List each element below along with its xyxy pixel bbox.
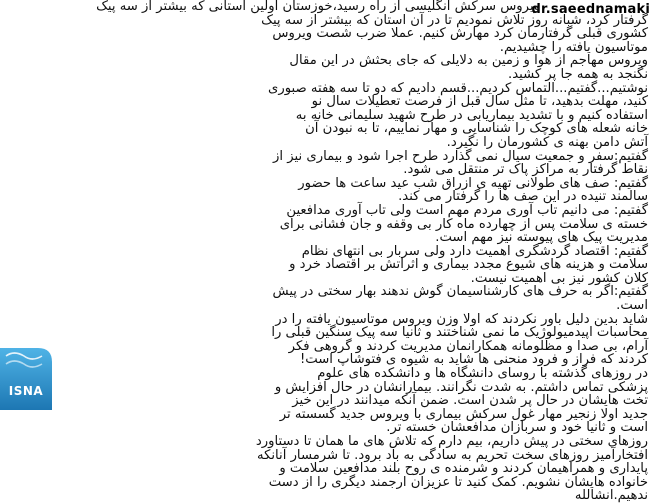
post-line: ویروس مهاجم از هوا و زمین به دلایلی که جای بحثش در این مقال bbox=[289, 53, 648, 69]
post-line: گفتیم:سفر و جمعیت سیال نمی گذارد طرح اجرا شود و بیماری نیز از bbox=[273, 148, 648, 164]
post-line: کنید، مهلت بدهید، تا مثل سال قبل از فرصت تعطیلات سال نو bbox=[311, 94, 648, 110]
post-line: نقاط گرفتار به مراکز پاک تر منتقل می شود. bbox=[403, 162, 648, 178]
post-line: خسته ی سلامت پس از چهارده ماه کار بی وقفه و جان فشانی برای bbox=[279, 216, 648, 232]
post-line: کلان کشور نیز بی اهمیت نیست. bbox=[470, 270, 648, 286]
post-line: گفتیم: می دانیم تاب آوری مردم مهم است ولی تاب آوری مدافعین bbox=[286, 202, 648, 218]
post-line: ندهیم.انشالله bbox=[574, 488, 648, 503]
post-line: تخت هایشان در حال پر شدن است. ضمن آنکه میدانند در این خیز bbox=[292, 393, 648, 409]
isna-logo-icon bbox=[0, 340, 52, 410]
post-line: روزهای سختی در پیش داریم، بیم دارم که تلاش های ما همان تا دستاورد bbox=[255, 434, 648, 449]
post-line: گفتیم: صف های طولانی تهیه ی ازراق شب عید ساعت ها حضور bbox=[298, 175, 648, 191]
isna-logo-label: ISNA bbox=[8, 384, 44, 398]
post-line: سلامت و هزینه های شیوع مجدد بیماری و اثراتش بر اقتصاد خرد و bbox=[289, 257, 648, 273]
post-line: جدید اولا زنجیر مهار غول سرکش بیماری با ویروس جدید گسسته تر bbox=[279, 406, 648, 422]
post-body bbox=[14, 0, 648, 503]
post-line: افتخارآمیز روزهای سخت تحریم به سادگی به باد برود. تا شرمسار آنانکه bbox=[257, 447, 648, 463]
post-line: مدیریت پیک های پیوسته نیز مهم است. bbox=[435, 230, 648, 246]
post-line: آتش دامن بهنه ی کشورمان را نگیرد. bbox=[446, 134, 648, 150]
post-line: نگنجد به همه جا پر کشید. bbox=[508, 66, 648, 82]
post-line: ویروس سرکش انگلیسی از راه رسید،خوزستان اولین استانی که بیشتر از سه پیک bbox=[96, 0, 540, 14]
post-line: خانواده هایشان نشویم. کمک کنید تا عزیزان ارجمند دیگری را از دست bbox=[268, 474, 648, 490]
post-line: شاید بدین دلیل باور نکردند که اولا وزن ویروس موتاسیون یافته را در bbox=[275, 311, 648, 327]
post-line: در روزهای گذشته با روسای دانشگاه ها و دانشکده های علوم bbox=[317, 366, 648, 382]
post-line: استفاده کنیم و با تشدید بیماریابی در طرح شهید سلیمانی خانه به bbox=[295, 107, 648, 123]
post-line: پزشکی تماس داشتم. به شدت نگرانند. بیمارانشان در حال افزایش و bbox=[274, 379, 648, 395]
post-line: است. bbox=[616, 298, 648, 314]
post-line: پایداری و همراهیمان کردند و شرمنده ی روح بلند مدافعین سلامت و bbox=[279, 461, 648, 477]
post-line: محاسبات اپیدمیولوژیک ما نمی شناختند و ثانیا سه پیک سنگین قبلی را bbox=[271, 325, 648, 341]
post-line: گفتیم: اقتصاد گردشگری اهمیت دارد ولی سربار بی انتهای نظام bbox=[301, 243, 648, 259]
post-line: کردند که فراز و فرود منحنی ها شاید به شیوه ی فتوشاپ است! bbox=[300, 352, 648, 368]
post-line: گرفتار کرد، شبانه روز تلاش نمودیم تا در آن استان که بیشتر از سه پیک bbox=[261, 12, 648, 28]
post-line: سالمند تنیده در این صف ها را گرفتار می کند. bbox=[398, 189, 648, 205]
post-line: کشوری قبلی گرفتارمان کرد مهارش کنیم. عملا ضرب شصت ویروس bbox=[272, 26, 648, 42]
post-line: نوشتیم...گفتیم...التماس کردیم...قسم دادیم که دو تا سه هفته صبوری bbox=[268, 80, 648, 96]
post-line: خانه شعله های کوچک را شناسایی و مهار نماییم، تا به نبودن آن bbox=[305, 121, 648, 137]
post-line: است و ثانیا خود و سربازان مدافعشان خسته تر. bbox=[386, 420, 648, 436]
isna-watermark-logo bbox=[0, 340, 52, 410]
post-line: گفتیم:اگر به حرف های کارشناسیمان گوش ندهند بهار سختی در پیش bbox=[272, 284, 648, 300]
author-handle[interactable]: dr.saeednamaki bbox=[531, 2, 650, 17]
post-line: آرام، بی صدا و مظلومانه همکارانمان مدیریت کردند و گروهی فکر bbox=[288, 338, 648, 354]
post-line: موتاسیون یافته را چشیدیم. bbox=[499, 39, 648, 55]
